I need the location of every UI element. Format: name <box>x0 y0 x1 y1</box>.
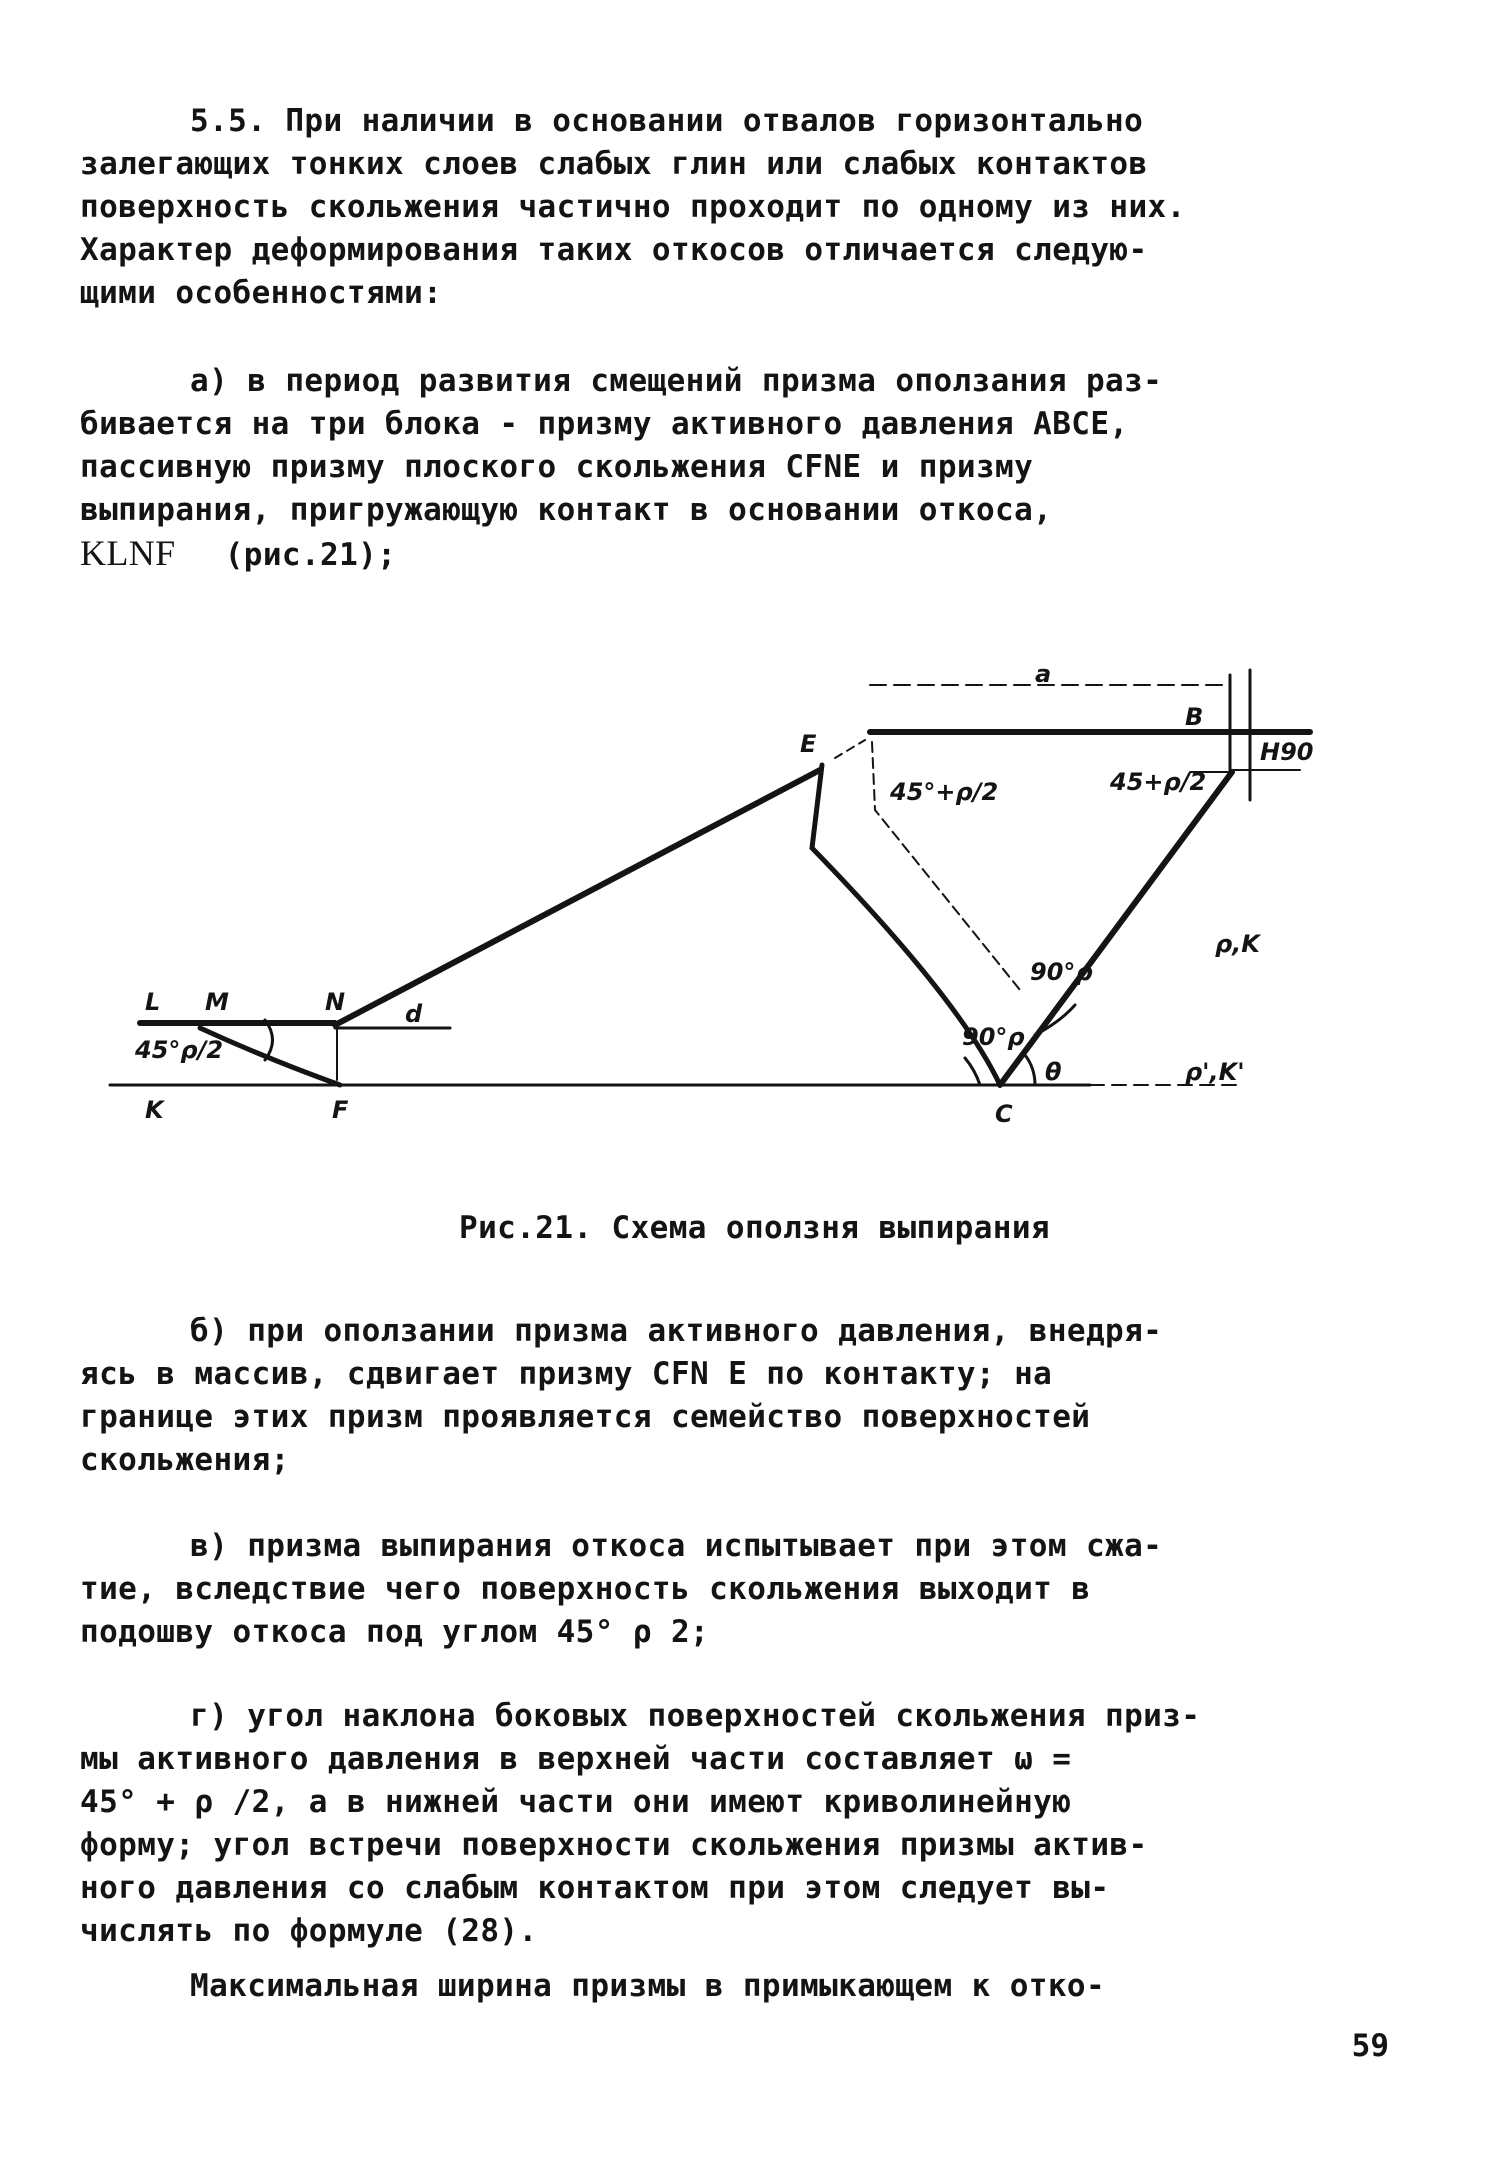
text-line: мы активного давления в верхней части составляет ω = <box>80 1741 1072 1777</box>
angle-arc-lower <box>965 1058 980 1085</box>
label-rho-k: ρ,K <box>1215 930 1260 958</box>
label-d: d <box>405 1000 423 1028</box>
label-angle-left: 45°ρ/2 <box>135 1036 224 1064</box>
text-line: б) при оползании призма активного давления, внедря- <box>190 1313 1163 1349</box>
label-m: M <box>205 988 229 1016</box>
text-line: залегающих тонких слоев слабых глин или слабых контактов <box>80 146 1148 182</box>
label-e: E <box>800 730 817 758</box>
label-n: N <box>325 988 346 1016</box>
active-prism-face <box>1000 772 1232 1085</box>
text-line: поверхность скольжения частично проходит по одному из них. <box>80 189 1186 225</box>
paragraph-g <box>80 1695 1430 1953</box>
text-line: ясь в массив, сдвигает призму CFN E по контакту; на <box>80 1356 1053 1392</box>
text-line: Максимальная ширина призмы в примыкающем к отко- <box>190 1968 1106 2004</box>
prism-label-klnf: KLNF <box>80 533 176 573</box>
text-line: 45° + ρ /2, а в нижней части они имеют криволинейную <box>80 1784 1072 1820</box>
text-line: в) призма выпирания откоса испытывает при этом сжа- <box>190 1528 1163 1564</box>
text-line: числять по формуле (28). <box>80 1913 538 1949</box>
label-angle-top-right: 45+ρ/2 <box>1110 768 1207 796</box>
label-h90: H90 <box>1260 738 1314 766</box>
text-line: форму; угол встречи поверхности скольжения призмы актив- <box>80 1827 1148 1863</box>
label-rho-k-prime: ρ',K' <box>1185 1058 1245 1086</box>
text-line: г) угол наклона боковых поверхностей скольжения приз- <box>190 1698 1201 1734</box>
text-line: пассивную призму плоского скольжения CFNE и призму <box>80 449 1034 485</box>
text-line: а) в период развития смещений призма оползания раз- <box>190 363 1163 399</box>
label-angle-90-upper: 90°ρ <box>1030 958 1093 986</box>
label-angle-top-left: 45°+ρ/2 <box>890 778 999 806</box>
label-l: L <box>145 988 161 1016</box>
paragraph-v <box>80 1525 1430 1654</box>
label-angle-90-lower: 90°ρ <box>962 1023 1025 1051</box>
text-line <box>80 532 1430 577</box>
label-theta: θ <box>1045 1058 1062 1086</box>
text-line: ного давления со слабым контактом при этом следует вы- <box>80 1870 1110 1906</box>
text-line: 5.5. При наличии в основании отвалов горизонтально <box>190 103 1144 139</box>
label-a: a <box>1035 660 1052 688</box>
paragraph-5-5 <box>80 100 1430 315</box>
text-line: скольжения; <box>80 1442 290 1478</box>
paragraph-a <box>80 360 1430 577</box>
paragraph-b <box>80 1310 1430 1482</box>
paragraph-continuation <box>80 1965 1430 2008</box>
label-f: F <box>332 1096 349 1124</box>
text-line: бивается на три блока - призму активного давления ABCE, <box>80 406 1129 442</box>
angle-arc-theta <box>1025 1055 1035 1085</box>
e-dashed-extension <box>835 740 865 758</box>
landslide-diagram <box>100 660 1350 1180</box>
text-line: тие, вследствие чего поверхность скольжения выходит в <box>80 1571 1091 1607</box>
page-number: 59 <box>1351 2028 1389 2064</box>
text-line: Характер деформирования таких откосов отличается следую- <box>80 232 1148 268</box>
text-line: границе этих призм проявляется семейство поверхностей <box>80 1399 1091 1435</box>
label-c: C <box>995 1100 1013 1128</box>
text-line: подошву откоса под углом 45° ρ 2; <box>80 1614 710 1650</box>
label-b: B <box>1185 703 1204 731</box>
figure-reference: (рис.21); <box>224 537 397 573</box>
label-k: K <box>145 1096 164 1124</box>
text-line: щими особенностями: <box>80 275 443 311</box>
slope-face-line <box>335 770 820 1025</box>
figure-caption: Рис.21. Схема оползня выпирания <box>459 1210 1050 1246</box>
text-line: выпирания, пригружающую контакт в основании откоса, <box>80 492 1053 528</box>
